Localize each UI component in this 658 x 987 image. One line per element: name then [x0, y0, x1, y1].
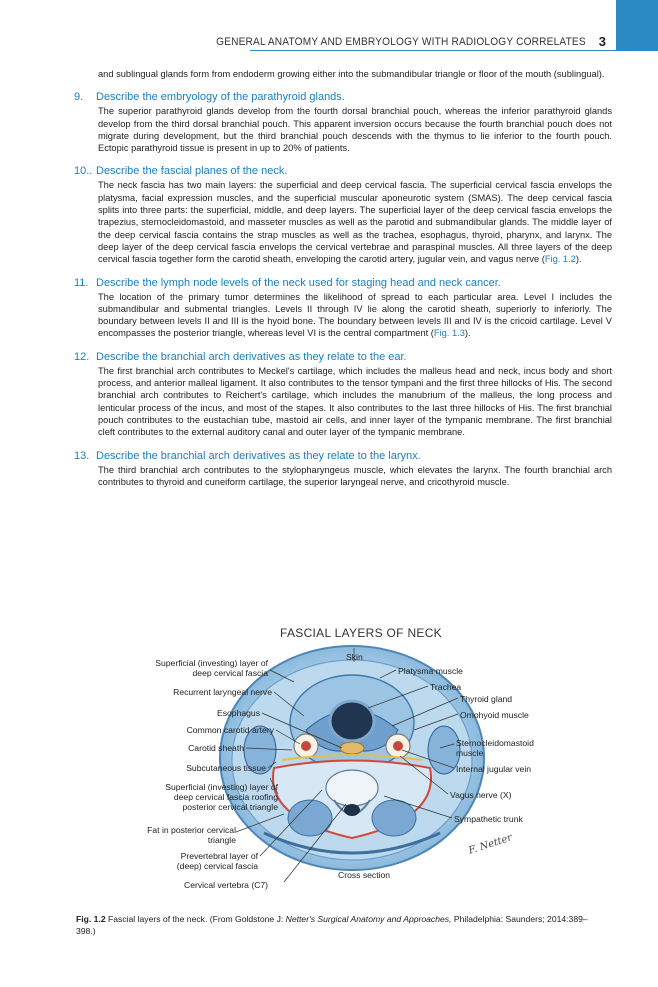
- caption-citation: Philadelphia: Saunders; 2014:389–398.): [76, 914, 588, 936]
- question-number: 10..: [74, 165, 93, 178]
- carotid-artery-right: [393, 741, 403, 751]
- answer-paragraph: [98, 179, 612, 265]
- figure-title: FASCIAL LAYERS OF NECK: [280, 626, 442, 640]
- label-thyroid-gland: Thyroid gland: [460, 694, 513, 704]
- question-number: 13.: [74, 449, 90, 462]
- label-sternocleidomastoid: Sternocleidomastoid muscle: [456, 738, 534, 758]
- answer-text: The location of the primary tumor determines the likelihood of spread to each particular area. Level I includes the submandibular and submental triangles. Levels II through IV lie along the carotid sheath, superiorly to inferiorly. The boundary between levels II and III is the hyoid bone. The boundary between levels III and IV is the cricoid cartilage. Level V encompasses the posterior triangle, whereas level VI is the central compartment (: [98, 291, 612, 339]
- label-common-carotid-artery: Common carotid artery: [186, 725, 274, 735]
- figure-caption: [76, 914, 606, 937]
- answer-paragraph: The third branchial arch contributes to the stylopharyngeus muscle, which elevates the larynx. The fourth branchial arch contributes to thyroid and cuneiform cartilage, the superior laryngeal nerve, and cricothyroid muscle.: [98, 464, 612, 487]
- answer-paragraph: The first branchial arch contributes to Meckel's cartilage, which includes the malleus head and neck, incus body and short process, and anterior malleal ligament. It also contributes to the tensor tympani and the first three hillocks of His. The second branchial arch contributes to Reichert's cartilage, which includes the manubrium of the malleus, the long process and lenticular process of the incus, and most of the stapes. It also contributes to the last three hillocks of His. The first branchial pouch contributes to the eustachian tube, mastoid air cells, and inner layer of the tympanic membrane. The first branchial cleft contributes to the external auditory canal and outer layer of the tympanic membrane.: [98, 365, 612, 438]
- question-number: 11.: [74, 276, 89, 289]
- answer-tail: ).: [464, 328, 471, 339]
- question-text: Describe the branchial arch derivatives as they relate to the larynx.: [96, 449, 421, 462]
- question-12: [76, 350, 612, 439]
- question-10: [76, 164, 612, 265]
- figure-reference-link[interactable]: Fig. 1.2: [544, 254, 576, 265]
- page-number: 3: [598, 34, 606, 49]
- label-subcutaneous-tissue: Subcutaneous tissue: [186, 763, 266, 773]
- question-13: [76, 449, 612, 489]
- question-heading: [76, 164, 612, 178]
- running-header-title: GENERAL ANATOMY AND EMBRYOLOGY WITH RADIOLOGY CORRELATES: [216, 36, 586, 48]
- page-content: [76, 68, 612, 488]
- label-internal-jugular-vein: Internal jugular vein: [456, 764, 532, 774]
- question-heading: [76, 449, 612, 463]
- spinal-canal: [344, 804, 360, 816]
- paraspinal-muscle-right: [372, 800, 416, 836]
- label-superficial-layer: Superficial (investing) layer of deep cervical fascia: [155, 658, 268, 678]
- esophagus-shape: [340, 742, 364, 754]
- label-cervical-vertebra: Cervical vertebra (C7): [184, 880, 269, 890]
- caption-label: Fig. 1.2: [76, 914, 106, 924]
- carotid-artery-left: [301, 741, 311, 751]
- question-9: [76, 90, 612, 154]
- question-text: Describe the embryology of the parathyroid glands.: [96, 91, 345, 104]
- label-trachea: Trachea: [430, 682, 462, 692]
- trachea-shape: [330, 701, 374, 741]
- question-11: [76, 276, 612, 340]
- label-prevertebral-layer: Prevertebral layer of (deep) cervical fascia: [176, 851, 258, 871]
- question-number: 9.: [74, 91, 84, 104]
- label-vagus-nerve: Vagus nerve (X): [450, 790, 512, 800]
- label-cross-section: Cross section: [338, 870, 391, 880]
- label-sympathetic-trunk: Sympathetic trunk: [454, 814, 523, 824]
- question-text: Describe the lymph node levels of the neck used for staging head and neck cancer.: [96, 276, 501, 289]
- question-text: Describe the fascial planes of the neck.: [96, 165, 288, 178]
- label-esophagus: Esophagus: [216, 708, 260, 718]
- caption-text: Fascial layers of the neck. (From Goldstone J:: [105, 914, 286, 924]
- netter-signature: F. Netter: [467, 832, 514, 857]
- label-skin: Skin: [346, 652, 363, 662]
- question-heading: [76, 276, 612, 290]
- answer-text: The neck fascia has two main layers: the superficial and deep cervical fascia. The superficial cervical fascia envelops the platysma, facial expression muscles, and the superficial muscular aponeurotic system (SMAS). The deep cervical fascia splits into three parts: the superficial, middle, and deep layers. The superficial layer of the deep cervical fascia envelops the trapezius, sternocleidomastoid, and masseter muscles as well as the parotid and submandibular glands. The middle layer of the deep cervical fascia contains the strap muscles as well as the trachea, esophagus, thyroid, pharynx, and larynx. The deep layer of the deep cervical fascia envelops the cervical vertebrae and paraspinal muscles. All three layers of the deep cervical fascia together form the carotid sheath, enveloping the carotid artery, jugular vein, and vagus nerve (: [98, 180, 612, 265]
- figure-reference-link[interactable]: Fig. 1.3: [433, 328, 465, 339]
- label-recurrent-laryngeal-nerve: Recurrent laryngeal nerve: [173, 687, 272, 697]
- label-superficial-layer-roofing: Superficial (investing) layer of deep cervical fascia roofing posterior cervical triangle: [165, 782, 278, 812]
- answer-paragraph: [98, 291, 612, 340]
- intro-paragraph: and sublingual glands form from endoderm growing either into the submandibular triangle or floor of the mouth (sublingual).: [98, 69, 605, 79]
- answer-paragraph: The superior parathyroid glands develop from the fourth dorsal branchial pouch, whereas the inferior parathyroid glands develop from the third dorsal branchial pouch. This apparent inversion occurs because the fourth branchial pouch does not migrate during development, but the third branchial pouch descends with the thymus to lie inferior to the fourth pouch. Ectopic parathyroid tissue is present in up to 20% of patients.: [98, 106, 612, 154]
- answer-tail: ).: [575, 254, 582, 265]
- label-omohyoid: Omohyoid muscle: [460, 710, 529, 720]
- question-heading: [76, 90, 612, 104]
- header-rule: [250, 50, 616, 51]
- caption-book-title: Netter's Surgical Anatomy and Approaches,: [285, 914, 452, 924]
- label-fat-posterior-triangle: Fat in posterior cervical triangle: [147, 825, 236, 845]
- paraspinal-muscle-left: [288, 800, 332, 836]
- label-platysma: Platysma muscle: [398, 666, 463, 676]
- running-header: [0, 0, 658, 52]
- question-text: Describe the branchial arch derivatives as they relate to the ear.: [96, 350, 407, 363]
- figure-fascial-layers: [84, 618, 584, 908]
- page-tab: [616, 0, 658, 51]
- label-carotid-sheath: Carotid sheath: [188, 743, 244, 753]
- question-number: 12.: [74, 350, 90, 363]
- question-heading: [76, 350, 612, 364]
